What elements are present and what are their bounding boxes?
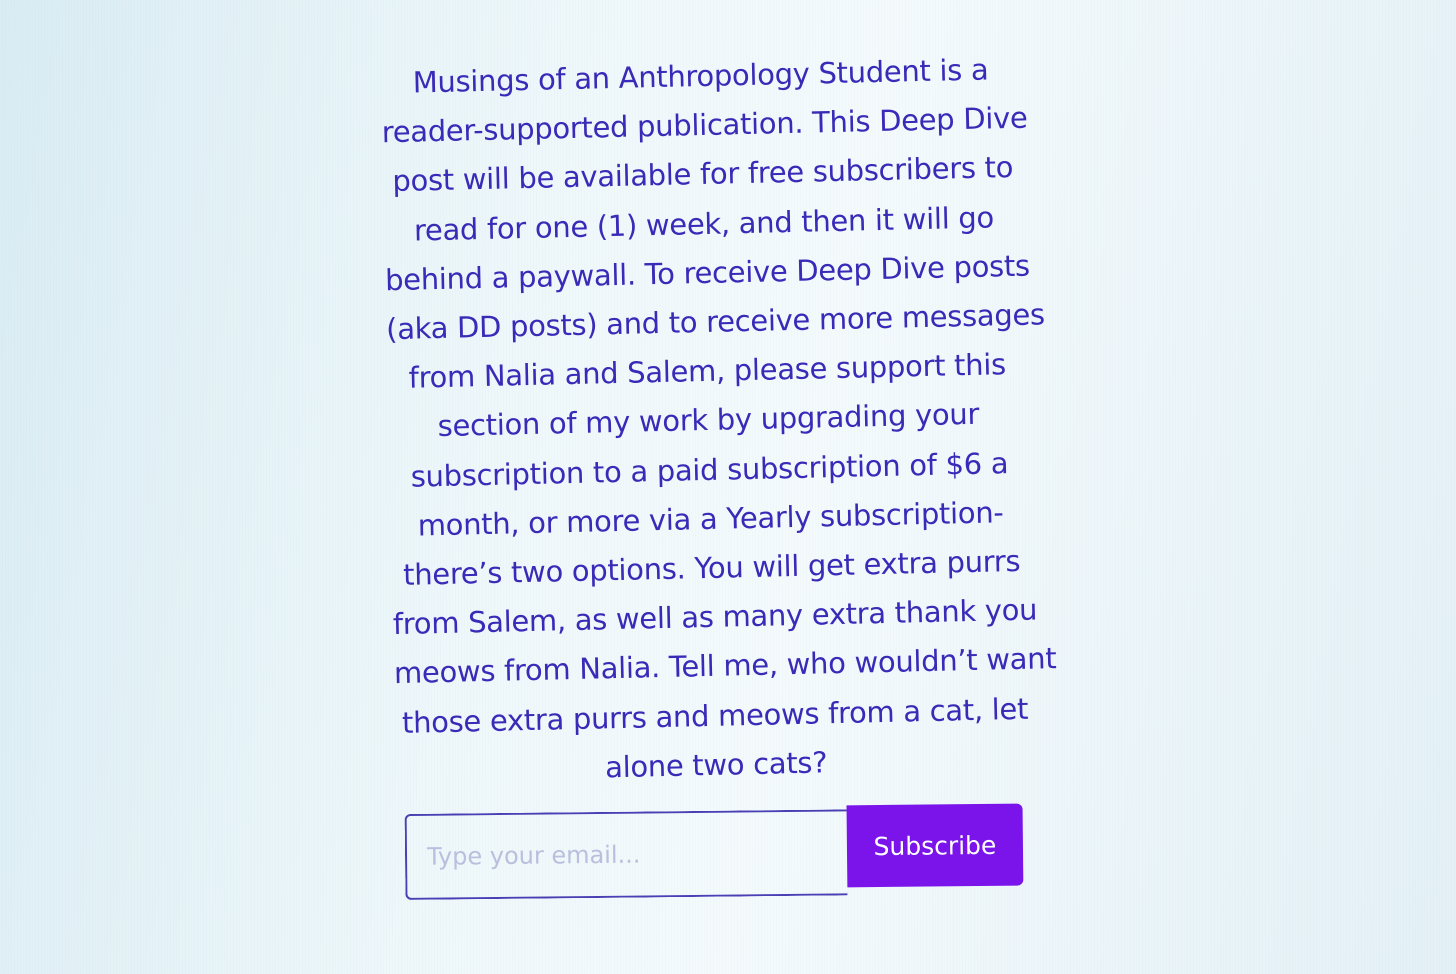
subscribe-button[interactable]: Subscribe xyxy=(847,804,1024,888)
subscription-pitch-text xyxy=(380,45,1057,797)
paragraph-line: from Salem, as well as many extra thank you xyxy=(392,592,1038,642)
paragraph-line: month, or more via a Yearly subscription- xyxy=(417,495,1004,543)
paragraph-line: meows from Nalia. Tell me, who wouldn’t want xyxy=(393,641,1057,691)
paragraph-line: from Nalia and Salem, please support this xyxy=(408,347,1007,395)
email-input[interactable] xyxy=(405,809,848,900)
paragraph-line: section of my work by upgrading your xyxy=(437,397,980,444)
paragraph-line: subscription to a paid subscription of $6 a xyxy=(410,445,1009,494)
paragraph-line: Musings of an Anthropology Student is a xyxy=(412,52,989,100)
paragraph-line: those extra purrs and meows from a cat, let xyxy=(401,691,1029,740)
paragraph-line: post will be available for free subscribers to xyxy=(392,150,1014,199)
subscribe-form xyxy=(405,804,1024,898)
paragraph-line: (aka DD posts) and to receive more messages xyxy=(385,297,1046,347)
paragraph-line: reader-supported publication. This Deep Dive xyxy=(381,100,1028,150)
paragraph-line: alone two cats? xyxy=(604,745,828,785)
paragraph-line: read for one (1) week, and then it will go xyxy=(413,199,995,248)
paragraph-line: there’s two options. You will get extra purrs xyxy=(402,543,1021,592)
paragraph-line: behind a paywall. To receive Deep Dive posts xyxy=(384,248,1031,298)
